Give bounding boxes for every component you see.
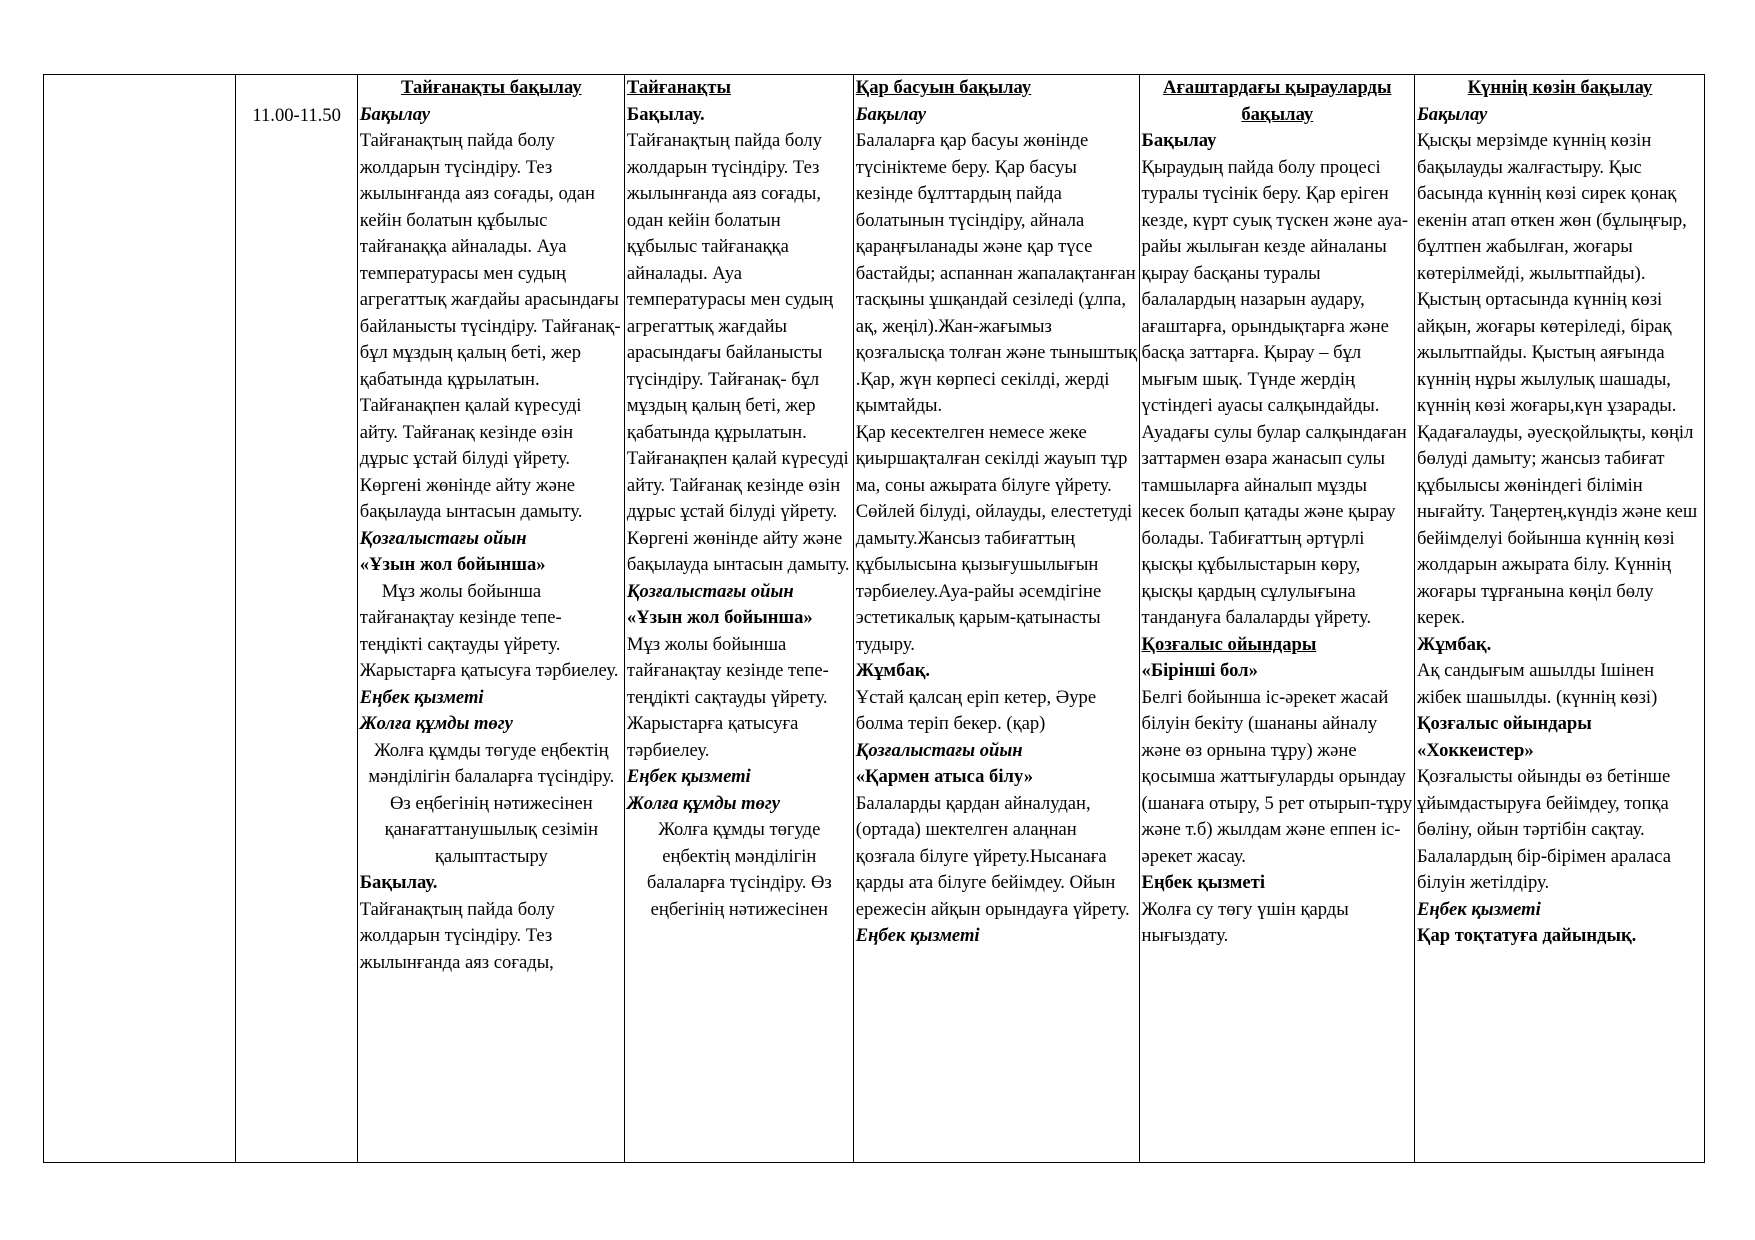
- observation-text: Тайғанақтың пайда болу жолдарын түсіндіру. Тез жылынғанда аяз соғады, одан кейін болатын құбылыс тайғанаққа айналады. Ауа температурасы мен судың агрегаттық жағдайы арасындағы байланысты түсіндіру. Тайғанақ- бұл мұздың қалың беті, жер қабатында құрылатын. Тайғанақпен қалай күресуді айту. Тайғанақ кезінде өзін дұрыс ұстай білуді үйрету. Көргені жөнінде айту және бақылауда ынтасын дамыту.: [359, 130, 621, 522]
- column-4: [1139, 75, 1414, 1163]
- observation-text: Тайғанақтың пайда болу жолдарын түсіндіру. Тез жылынғанда аяз соғады, одан кейін болатын құбылыс тайғанаққа айналады. Ауа температурасы мен судың агрегаттық жағдайы арасындағы байланысты түсіндіру. Тайғанақ- бұл мұздың қалың беті, жер қабатында құрылатын. Тайғанақпен қалай күресуді айту. Тайғанақ кезінде өзін дұрыс ұстай білуді үйрету. Көргені жөнінде айту және бақылауда ынтасын дамыту.: [626, 130, 850, 575]
- game-text: Қозғалысты ойынды өз бетінше ұйымдастыруға бейімдеу, топқа бөліну, ойын тәртібін сақтау. Балалардың бір-бірімен араласа білуін жетілдіру.: [1416, 766, 1671, 893]
- game-name: «Бірінші бол»: [1141, 660, 1258, 681]
- plan-table: [43, 74, 1705, 1163]
- column-2: [624, 75, 853, 1163]
- labor-name: Жолға құмды төгу: [359, 713, 513, 734]
- column-3-title: Қар басуын бақылау: [855, 77, 1032, 98]
- labor-heading: Еңбек қызметі: [1416, 898, 1541, 920]
- observation-heading: Бақылау: [855, 103, 927, 125]
- game-name: «Ұзын жол бойынша»: [626, 607, 813, 628]
- game-text: Мұз жолы бойынша тайғанақтау кезінде тепе-теңдікті сақтауды үйрету. Жарыстарға қатысуға тәрбиелеу.: [359, 580, 619, 681]
- column-4-title: Ағаштардағы қырауларды бақылау: [1163, 77, 1392, 125]
- game-heading: Қозғалыс ойындары: [1416, 713, 1592, 734]
- labor-name: Қар тоқтатуға дайындық.: [1416, 925, 1637, 946]
- observation-text-2: Тайғанақтың пайда болу жолдарын түсіндіру. Тез жылынғанда аяз соғады,: [359, 898, 555, 973]
- observation-heading: Бақылау.: [626, 103, 705, 125]
- labor-name: Жолға құмды төгу: [626, 792, 781, 814]
- observation-heading: Бақылау: [359, 103, 431, 125]
- labor-text: Жолға құмды төгуде еңбектің мәнділігін балаларға түсіндіру. Өз еңбегінің нәтижесінен: [646, 819, 832, 920]
- column-3: [853, 75, 1139, 1163]
- column-1: [357, 75, 624, 1163]
- observation-text-1: Балаларға қар басуы жөнінде түсініктеме беру. Қар басуы кезінде бұлттардың пайда болатынын түсіндіру, айнала қараңғыланады және қар түсе бастайды; аспаннан жапалақтанған тасқыны ұшқандай сезіледі (ұлпа, ақ, жеңіл).Жан-жағымыз қозғалысқа толған және тыныштық .Қар, жүн көрпесі секілді, жерді қымтайды.: [855, 130, 1138, 416]
- observation-text: Қысқы мерзімде күннің көзін бақылауды жалғастыру. Қыс басында күннің көзі сирек қонақ екенін атап өткен жөн (бұлыңғыр, бұлтпен жабылған, жоғары көтерілмейді, жылытпайды). Қыстың ортасында күннің көзі айқын, жоғары көтеріледі, бірақ жылытпайды. Қыстың аяғында күннің нұры жылулық шашады, күннің көзі жоғары,күн ұзарады. Қадағалауды, әуесқойлықты, көңіл бөлуді дамыту; жансыз табиғат құбылысы жөніндегі білімін нығайту. Таңертең,күндіз және кеш бейімделуі бойынша күннің көзі жолдарын ажырата білу. Күннің жоғары тұрғанына көңіл бөлу керек.: [1416, 130, 1698, 628]
- game-name: «Ұзын жол бойынша»: [359, 554, 546, 575]
- game-name: «Қармен атыса білу»: [855, 766, 1034, 787]
- observation-text: Қыраудың пайда болу процесі туралы түсінік беру. Қар еріген кезде, күрт суық түскен және ауа-райы жылыған кезде айналаны қырау басқаны туралы балалардың назарын аудару, ағаштарға, орындықтарға және басқа заттарға. Қырау – бұл мығым шық. Түнде жердің үстіндегі ауасы салқындайды. Ауадағы сулы булар салқындаған заттармен өзара жанасып сулы тамшыларға айналып мұзды кесек болып қатады және қырау болады. Табиғаттың әртүрлі қысқы құбылыстарын көру, қысқы қардың сұлулығына тандануға балаларды үйрету.: [1141, 156, 1409, 628]
- riddle-heading: Жұмбақ.: [1416, 633, 1492, 655]
- game-heading: Қозғалыстағы ойын: [359, 527, 527, 549]
- table-row: [44, 75, 1705, 1163]
- labor-heading: Еңбек қызметі: [359, 686, 484, 708]
- observation-heading-2: Бақылау.: [359, 872, 438, 893]
- column-5-title: Күннің көзін бақылау: [1467, 77, 1653, 98]
- time-cell: [235, 75, 357, 1163]
- game-heading: Қозғалыстағы ойын: [626, 580, 794, 602]
- riddle-text: Ұстай қалсаң еріп кетер, Әуре болма теріп бекер. (қар): [855, 686, 1097, 734]
- labor-text: Жолға су төгу үшін қарды нығыздату.: [1141, 898, 1349, 946]
- game-text: Балаларды қардан айналудан,(ортада) шектелген алаңнан қозғала білуге үйрету.Нысанаға қарды ата білуге бейімдеу. Ойын ережесін айқын орындауға үйрету.: [855, 792, 1130, 920]
- observation-heading: Бақылау: [1416, 103, 1488, 125]
- game-text: Белгі бойынша іс-әрекет жасай білуін бекіту (шананы айналу және өз орнына тұру) және қосымша жаттығуларды орындау (шанаға отыру, 5 рет отырып-тұру және т.б) жылдам және еппен іс-әрекет жасау.: [1141, 686, 1413, 867]
- empty-cell: [44, 75, 236, 1163]
- column-5: [1414, 75, 1704, 1163]
- observation-text-2: Қар кесектелген немесе жеке қиыршақталған секілді жауып тұр ма, соны ажырата білуге үйрету. Сөйлей білуді, ойлауды, елестетуді дамыту.Жансыз табиғаттың құбылысына қызығушылығын тәрбиелеу.Ауа-райы әсемдігіне эстетикалық қарым-қатынасты тудыру.: [855, 421, 1133, 655]
- game-heading: Қозғалыс ойындары: [1141, 633, 1317, 655]
- game-text: Мұз жолы бойынша тайғанақтау кезінде тепе-теңдікті сақтауды үйрету. Жарыстарға қатысуға тәрбиелеу.: [626, 633, 829, 761]
- game-heading: Қозғалыстағы ойын: [855, 739, 1023, 761]
- column-2-title: Тайғанақты: [626, 77, 731, 98]
- observation-heading: Бақылау: [1141, 130, 1217, 151]
- column-1-title: Тайғанақты бақылау: [401, 77, 582, 98]
- labor-text: Жолға құмды төгуде еңбектің мәнділігін балаларға түсіндіру. Өз еңбегінің нәтижесінен қанағаттанушылық сезімін қалыптастыру: [368, 739, 615, 867]
- game-name: «Хоккеистер»: [1416, 739, 1534, 761]
- riddle-heading: Жұмбақ.: [855, 660, 931, 681]
- time-text: 11.00-11.50: [252, 105, 341, 126]
- labor-heading: Еңбек қызметі: [626, 766, 751, 787]
- labor-heading: Еңбек қызметі: [1141, 872, 1265, 893]
- riddle-text: Ақ сандығым ашылды Ішінен жібек шашылды. (күннің көзі): [1416, 660, 1658, 708]
- labor-heading: Еңбек қызметі: [855, 925, 980, 946]
